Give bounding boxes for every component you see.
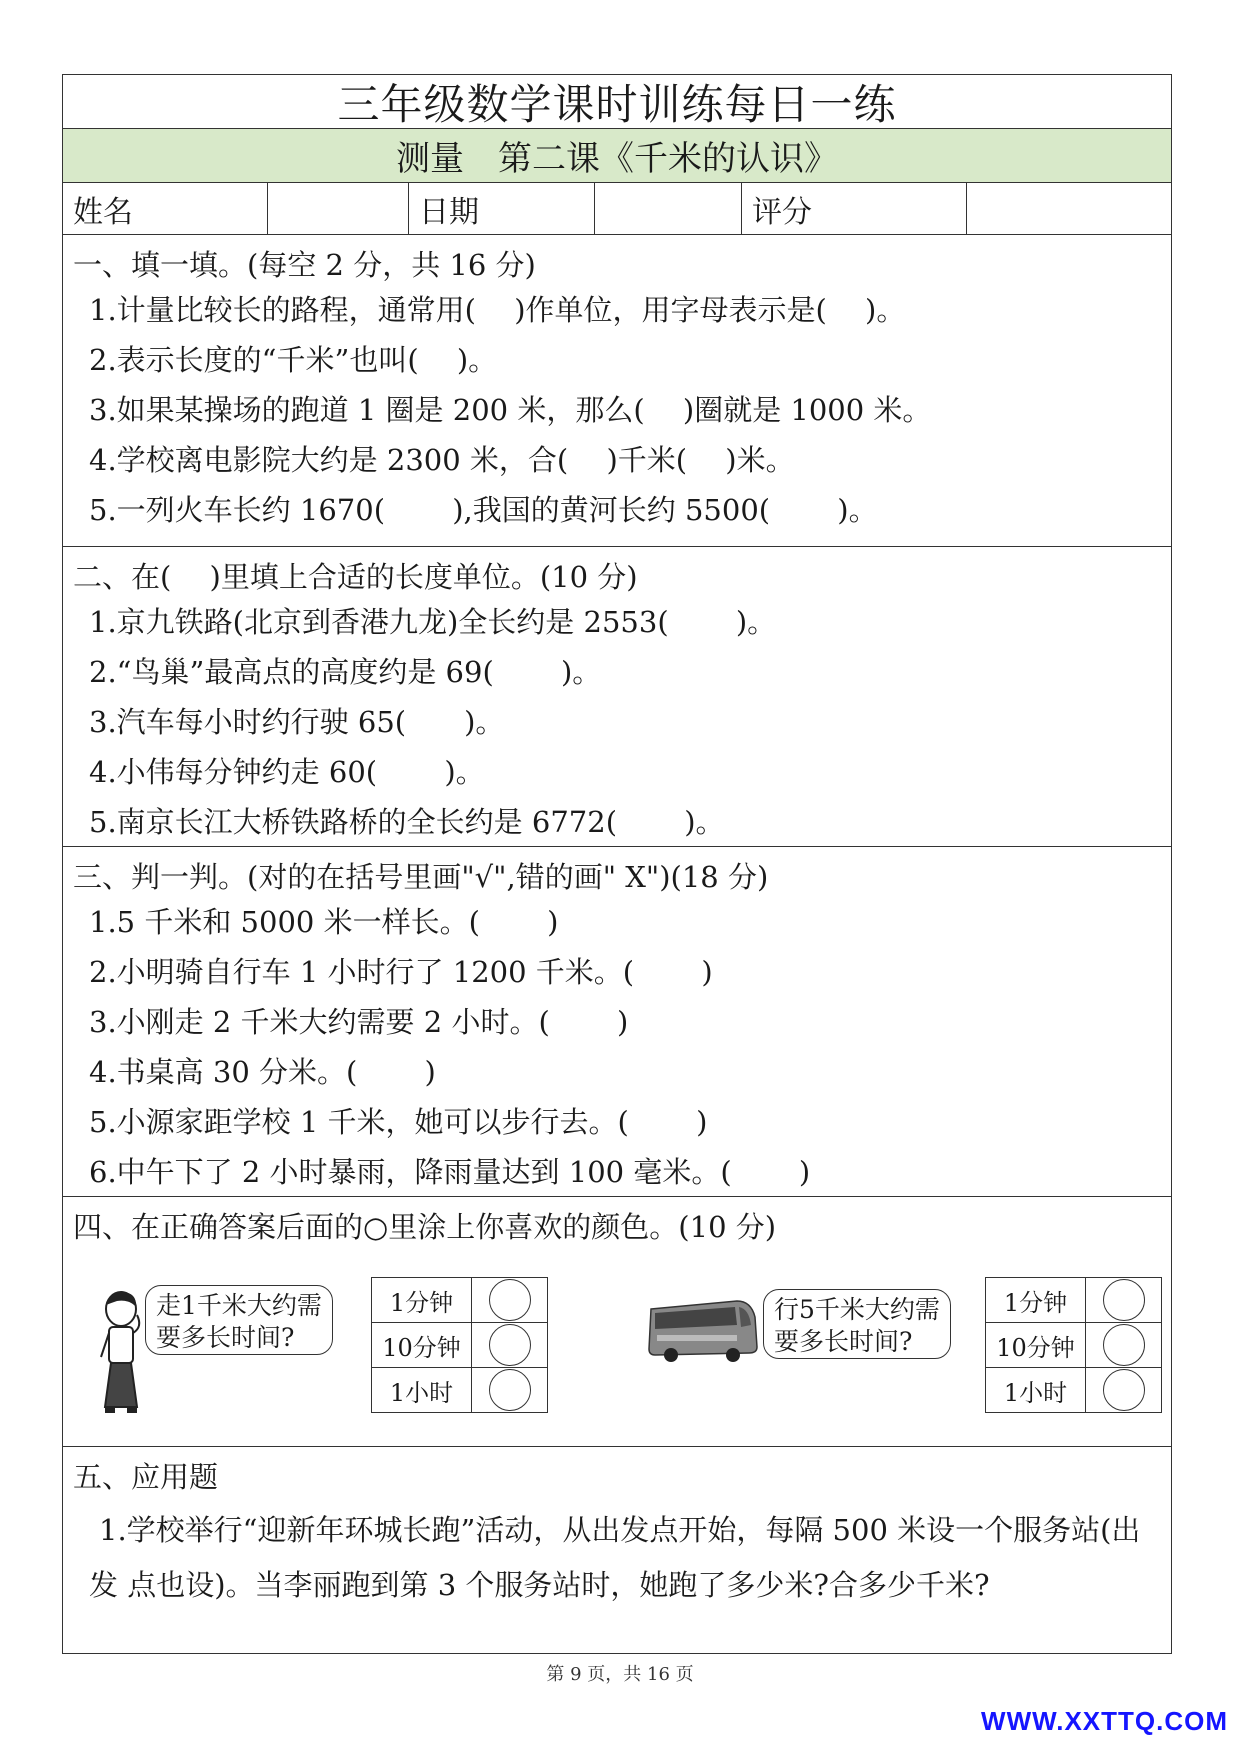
question-item[interactable]: 4.书桌高 30 分米。( ) <box>89 1055 436 1089</box>
section-heading: 一、填一填。(每空 2 分，共 16 分) <box>73 248 536 282</box>
section-heading: 五、应用题 <box>73 1460 219 1494</box>
question-item[interactable]: 2.小明骑自行车 1 小时行了 1200 千米。( ) <box>89 955 713 989</box>
bubble-line: 要多长时间? <box>156 1323 295 1352</box>
section-coloring <box>63 1197 1171 1447</box>
score-label: 评分 <box>742 183 967 234</box>
score-field[interactable] <box>967 183 1170 234</box>
section-heading: 四、在正确答案后面的○里涂上你喜欢的颜色。(10 分) <box>73 1210 777 1244</box>
bus-illustration <box>645 1295 760 1365</box>
question-item[interactable]: 4.小伟每分钟约走 60( )。 <box>89 755 485 789</box>
question-item[interactable]: 2.“鸟巢”最高点的高度约是 69( )。 <box>89 655 602 689</box>
question-item[interactable]: 3.汽车每小时约行驶 65( )。 <box>89 705 505 739</box>
lesson-subtitle: 测量 第二课《千米的认识》 <box>63 129 1171 183</box>
word-problem-text: 1.学校举行“迎新年环城长跑”活动，从出发点开始，每隔 500 米设一个服务站(出发 点也设)。当李丽跑到第 3 个服务站时，她跑了多少米?合多少千米? <box>89 1513 1141 1602</box>
date-label: 日期 <box>409 183 595 234</box>
option-label: 10分钟 <box>372 1323 472 1368</box>
question-item[interactable]: 6.中午下了 2 小时暴雨，降雨量达到 100 毫米。( ) <box>89 1155 811 1189</box>
option-label: 1分钟 <box>372 1278 472 1323</box>
name-field[interactable] <box>268 183 409 234</box>
bubble-line: 要多长时间? <box>774 1327 913 1356</box>
question-item[interactable]: 3.如果某操场的跑道 1 圈是 200 米，那么( )圈就是 1000 米。 <box>89 393 932 427</box>
right-choice-table <box>985 1277 1162 1413</box>
answer-circle[interactable] <box>489 1324 531 1366</box>
question-item[interactable]: 5.南京长江大桥铁路桥的全长约是 6772( )。 <box>89 805 725 839</box>
question-item[interactable]: 4.学校离电影院大约是 2300 米，合( )千米( )米。 <box>89 443 795 477</box>
name-label: 姓名 <box>63 183 268 234</box>
bubble-line: 行5千米大约需 <box>774 1295 940 1324</box>
question-item[interactable]: 2.表示长度的“千米”也叫( )。 <box>89 343 498 377</box>
question-item[interactable]: 5.一列火车长约 1670( ),我国的黄河长约 5500( )。 <box>89 493 878 527</box>
left-speech-bubble <box>145 1285 333 1355</box>
answer-circle[interactable] <box>1103 1279 1145 1321</box>
option-label: 10分钟 <box>986 1323 1086 1368</box>
left-choice-table <box>371 1277 548 1413</box>
question-item[interactable]: 1.计量比较长的路程，通常用( )作单位，用字母表示是( )。 <box>89 293 906 327</box>
section-true-false <box>63 847 1171 1197</box>
question-item[interactable]: 1.京九铁路(北京到香港九龙)全长约是 2553( )。 <box>89 605 777 639</box>
question-item[interactable]: 3.小刚走 2 千米大约需要 2 小时。( ) <box>89 1005 629 1039</box>
section-units <box>63 547 1171 847</box>
section-heading: 三、判一判。(对的在括号里画"√",错的画" X")(18 分) <box>73 860 769 894</box>
date-field[interactable] <box>595 183 742 234</box>
worksheet <box>62 74 1172 1654</box>
option-label: 1小时 <box>986 1368 1086 1413</box>
right-speech-bubble <box>763 1289 951 1359</box>
bubble-line: 走1千米大约需 <box>156 1291 322 1320</box>
section-fill-in <box>63 235 1171 547</box>
answer-circle[interactable] <box>1103 1324 1145 1366</box>
option-label: 1小时 <box>372 1368 472 1413</box>
student-info-row <box>63 183 1171 235</box>
person-illustration <box>91 1289 151 1419</box>
question-item[interactable]: 1.5 千米和 5000 米一样长。( ) <box>89 905 559 939</box>
section-word-problem <box>63 1447 1171 1655</box>
answer-circle[interactable] <box>1103 1369 1145 1411</box>
worksheet-title: 三年级数学课时训练每日一练 <box>63 75 1171 129</box>
question-item[interactable]: 5.小源家距学校 1 千米，她可以步行去。( ) <box>89 1105 708 1139</box>
answer-circle[interactable] <box>489 1279 531 1321</box>
page-footer: 第 9 页，共 16 页 <box>546 1664 694 1685</box>
site-watermark: WWW.XXTTQ.COM <box>981 1706 1228 1736</box>
option-label: 1分钟 <box>986 1278 1086 1323</box>
section-heading: 二、在( )里填上合适的长度单位。(10 分) <box>73 560 638 594</box>
answer-circle[interactable] <box>489 1369 531 1411</box>
